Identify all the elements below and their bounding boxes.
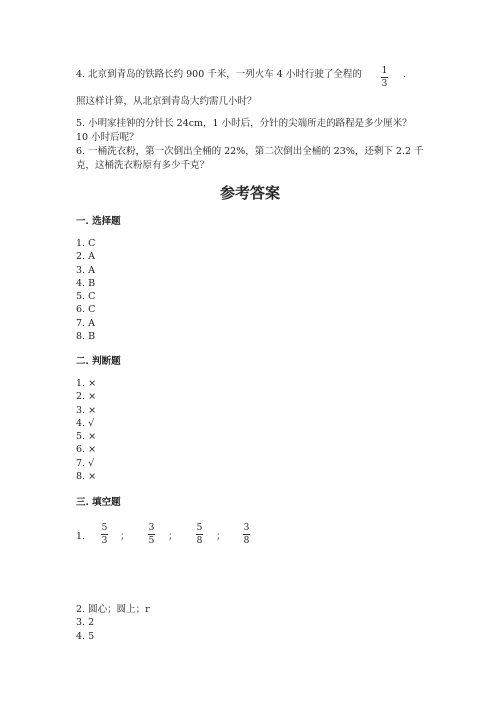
fill-answer-1-fraction-4	[243, 523, 250, 546]
fraction-denominator: 5	[148, 536, 155, 546]
answer-item: 1. ×	[76, 378, 97, 389]
fraction-bar	[101, 534, 108, 535]
answer-item: 6. C	[76, 304, 96, 316]
question-4-line-1	[76, 68, 362, 81]
answer-list-choice	[76, 237, 95, 343]
answer-item: 4. 5	[76, 630, 95, 642]
fraction-bar	[148, 534, 155, 535]
fill-answer-1-fraction-1	[101, 523, 108, 546]
fraction-numerator: 3	[148, 523, 155, 533]
fill-answer-1-label: 1.	[76, 531, 86, 542]
fraction-denominator: 3	[101, 536, 108, 546]
fraction-denominator: 8	[243, 536, 250, 546]
answer-list-judgement	[76, 377, 96, 483]
question-4-fraction	[381, 66, 388, 89]
question-6-line-2: 克，这桶洗衣粉原有多少千克？	[76, 160, 210, 171]
answers-title: 参考答案	[219, 184, 280, 202]
answer-item: 7. √	[76, 457, 95, 469]
question-5-line-2: 10 小时后呢？	[76, 132, 139, 143]
answer-item: 7. A	[76, 317, 95, 329]
answer-item: 5. ×	[76, 431, 97, 443]
answer-item: 3. 2	[76, 617, 95, 629]
fraction-numerator: 5	[196, 523, 203, 533]
question-4-text: 4. 北京到青岛的铁路长约 900 千米，一列火车 4 小时行驶了全程的	[76, 69, 362, 80]
answer-item: 8. ×	[76, 471, 97, 483]
answer-item: 2. A	[76, 251, 95, 263]
answer-item: 4. B	[76, 277, 96, 289]
section-heading-choice: 一. 选择题	[76, 216, 121, 227]
answer-list-fill	[76, 603, 150, 643]
answer-item: 3. ×	[76, 404, 97, 416]
answer-item: 8. B	[76, 331, 96, 343]
section-heading-fill: 三. 填空题	[76, 497, 121, 508]
fraction-numerator: 1	[381, 66, 388, 76]
fraction-denominator: 8	[196, 536, 203, 546]
fraction-separator: ；	[168, 531, 178, 542]
fraction-bar	[381, 77, 388, 78]
answer-item: 4. √	[76, 417, 95, 429]
answer-item: 2. ×	[76, 391, 97, 403]
answer-item: 2. 圆心；圆上；r	[76, 604, 150, 615]
section-heading-judgement: 二. 判断题	[76, 356, 121, 367]
fill-answer-1-fraction-2	[148, 523, 155, 546]
fraction-numerator: 5	[101, 523, 108, 533]
fraction-denominator: 3	[381, 79, 388, 89]
fraction-bar	[196, 534, 203, 535]
question-4-tail: ．	[403, 69, 413, 80]
answer-item: 1. C	[76, 238, 96, 249]
fraction-numerator: 3	[243, 523, 250, 533]
fraction-bar	[243, 534, 250, 535]
fill-answer-1-fraction-3	[196, 523, 203, 546]
question-4-line-2: 照这样计算，从北京到青岛大约需几小时？	[76, 96, 257, 107]
question-5-line-1: 5. 小明家挂钟的分针长 24cm，1 小时后，分针的尖端所走的路程是多少厘米？	[76, 118, 412, 129]
answer-item: 6. ×	[76, 444, 97, 456]
fraction-separator: ；	[120, 531, 130, 542]
question-6-line-1: 6. 一桶洗衣粉，第一次倒出全桶的 22%，第二次倒出全桶的 23%，还剩下 2.2 千	[76, 146, 424, 157]
fraction-separator: ；	[216, 531, 226, 542]
answer-item: 5. C	[76, 291, 96, 303]
answer-item: 3. A	[76, 264, 95, 276]
